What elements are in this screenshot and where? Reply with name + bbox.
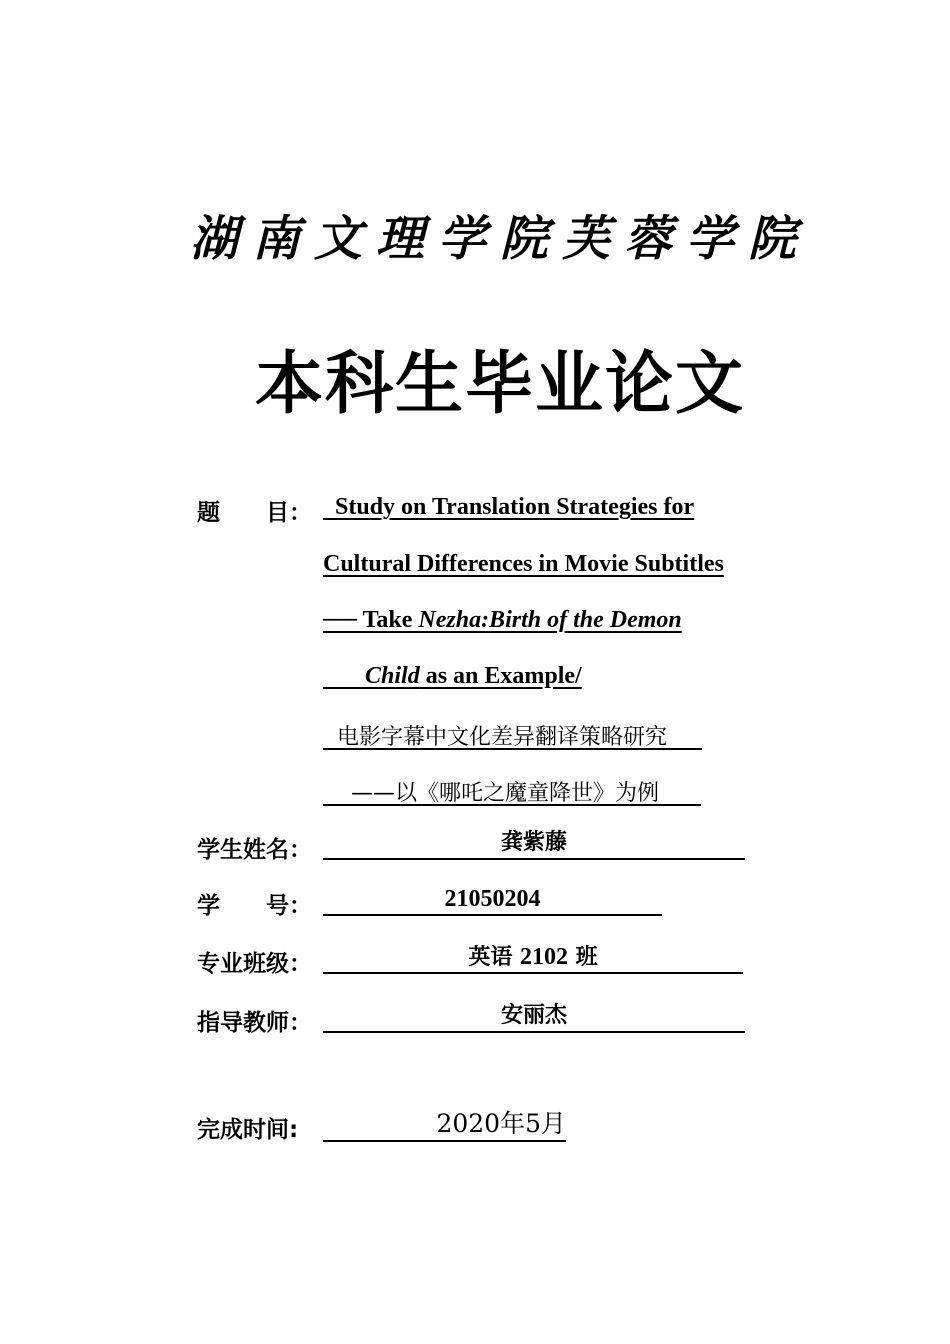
student-name-label: 学生姓名：: [197, 837, 312, 863]
film-title-part2: Child: [365, 663, 420, 689]
completion-date: 2020年5月: [323, 1108, 566, 1142]
title-label: 题 目：: [197, 500, 312, 526]
title-line-6-chinese: ——以《哪吒之魔童降世》为例: [350, 781, 659, 806]
completion-label: 完成时间:: [197, 1117, 299, 1143]
title-line-3: ── Take Nezha:Birth of the Demon: [323, 607, 682, 633]
major-class-label: 专业班级：: [197, 951, 312, 977]
advisor-value: 安丽杰: [500, 1003, 567, 1028]
student-id-value: 21050204: [444, 886, 541, 912]
major-class-field: 英语 2102 班: [323, 942, 743, 974]
student-name-value: 龚紫藤: [500, 830, 567, 855]
advisor-label: 指导教师：: [197, 1010, 312, 1036]
title-line-5-chinese: 电影字幕中文化差异翻译策略研究: [337, 725, 668, 750]
school-name: 湖南文理学院芙蓉学院: [189, 211, 810, 267]
thesis-type-title: 本科生毕业论文: [254, 344, 745, 424]
student-name-field: [323, 828, 745, 860]
title-line-2: Cultural Differences in Movie Subtitles: [323, 551, 724, 577]
title-line-4: Child as an Example/: [365, 663, 582, 689]
student-id-label: 学 号：: [197, 893, 312, 919]
title-line-1: Study on Translation Strategies for: [335, 494, 695, 520]
advisor-field: [323, 1001, 745, 1033]
student-id-field: [323, 884, 662, 916]
film-title-part1: Nezha:Birth of the Demon: [418, 607, 682, 633]
